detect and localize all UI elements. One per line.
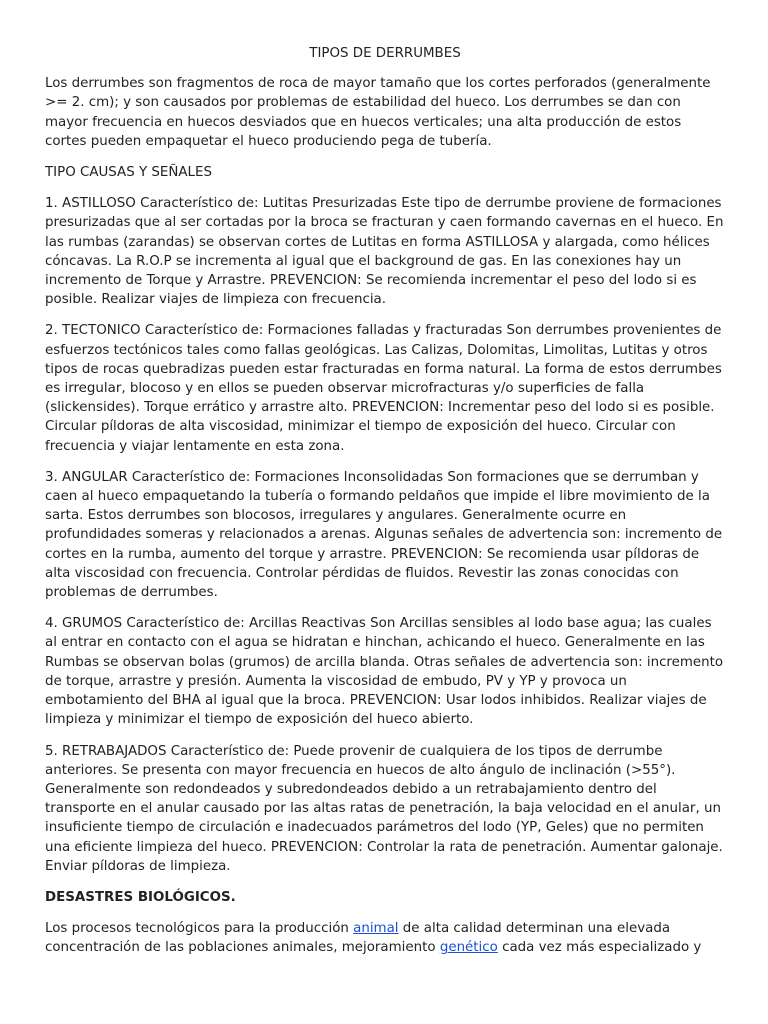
section-heading-biological: DESASTRES BIOLÓGICOS. (45, 889, 236, 905)
item-angular: 3. ANGULAR Característico de: Formaciones Inconsolidadas Son formaciones que se derrumban y caen al hueco empaquetando la tubería o formando peldaños que impide el libre movimiento de la sarta. Estos derrumbes son blocosos, irregulares y angulares. Generalmente ocurre en profundidades someras y relacionados a arenas. Algunas señales de advertencia son: incremento de cortes en la rumba, aumento del torque y arrastre. PREVENCION: Se recomienda usar píldoras de alta viscosidad con frecuencia. Controlar pérdidas de fluidos. Revestir las zonas conocidas con problemas de derrumbes. (45, 469, 723, 601)
item-grumos: 4. GRUMOS Característico de: Arcillas Reactivas Son Arcillas sensibles al lodo base agua; las cuales al entrar en contacto con el agua se hidratan e hinchan, achicando el hueco. Generalmente en las Rumbas se observan bolas (grumos) de arcilla blanda. Otras señales de advertencia son: incremento de torque, arrastre y presión. Aumenta la viscosidad de embudo, PV y YP y provoca un embotamiento del BHA al igual que la broca. PREVENCION: Usar lodos inhibidos. Realizar viajes de limpieza y minimizar el tiempo de exposición del hueco abierto. (45, 616, 724, 728)
biological-text-part2: de alta calidad determinan una elevada concentración de las poblaciones animales, mejoramiento (45, 921, 671, 956)
link-genetico[interactable]: genético (439, 940, 498, 956)
item-retrabajados: 5. RETRABAJADOS Característico de: Puede provenir de cualquiera de los tipos de derrumbe anteriores. Se presenta con mayor frecuencia en huecos de alto ángulo de inclinación (>55°). Generalmente son redondeados y subredondeados debido a un retrabajamiento dentro del transporte en el anular causado por las altas ratas de penetración, la baja velocidad en el anular, un insuficiente tiempo de circulación e inadecuados parámetros del lodo (YP, Geles) que no permiten una eficiente limpieza del hueco. PREVENCION: Controlar la rata de penetración. Aumentar galonaje. Enviar píldoras de limpieza. (45, 743, 723, 874)
intro-paragraph: Los derrumbes son fragmentos de roca de mayor tamaño que los cortes perforados (generalmente >= 2. cm); y son causados por problemas de estabilidad del hueco. Los derrumbes se dan con mayor frecuencia en huecos desviados que en huecos verticales; una alta producción de estos cortes pueden empaquetar el hueco produciendo pega de tubería. (45, 76, 711, 149)
link-animal[interactable]: animal (353, 921, 399, 937)
item-tectonico: 2. TECTONICO Característico de: Formaciones falladas y fracturadas Son derrumbes provenientes de esfuerzos tectónicos tales como fallas geológicas. Las Calizas, Dolomitas, Limolitas, Lutitas y otros tipos de rocas quebradizas pueden estar fracturadas en forma natural. La forma de estos derrumbes es irregular, blocoso y en ellos se pueden observar microfracturas y/o superficies de falla (slickensides). Torque errático y arrastre alto. PREVENCION: Incrementar peso del lodo si es posible. Circular píldoras de alta viscosidad, minimizar el tiempo de exposición del hueco. Circular con frecuencia y viajar lentamente en esta zona. (45, 323, 722, 454)
biological-text-part1: Los procesos tecnológicos para la producción (45, 921, 354, 937)
biological-paragraph (45, 919, 725, 957)
item-astilloso: 1. ASTILLOSO Característico de: Lutitas Presurizadas Este tipo de derrumbe proviene de formaciones presurizadas que al ser cortadas por la broca se fracturan y caen formando cavernas en el hueco. En las rumbas (zarandas) se observan cortes de Lutitas en forma ASTILLOSA y alargada, como hélices cóncavas. La R.O.P se incrementa al igual que el background de gas. En las conexiones hay un incremento de Torque y Arrastre. PREVENCION: Se recomienda incrementar el peso del lodo si es posible. Realizar viajes de limpieza con frecuencia. (45, 196, 724, 308)
biological-text-part3: cada vez más especializado y (497, 940, 702, 956)
document-title: TIPOS DE DERRUMBES (309, 46, 461, 61)
section-heading-causes: TIPO CAUSAS Y SEÑALES (45, 165, 212, 181)
document-body (45, 44, 725, 970)
